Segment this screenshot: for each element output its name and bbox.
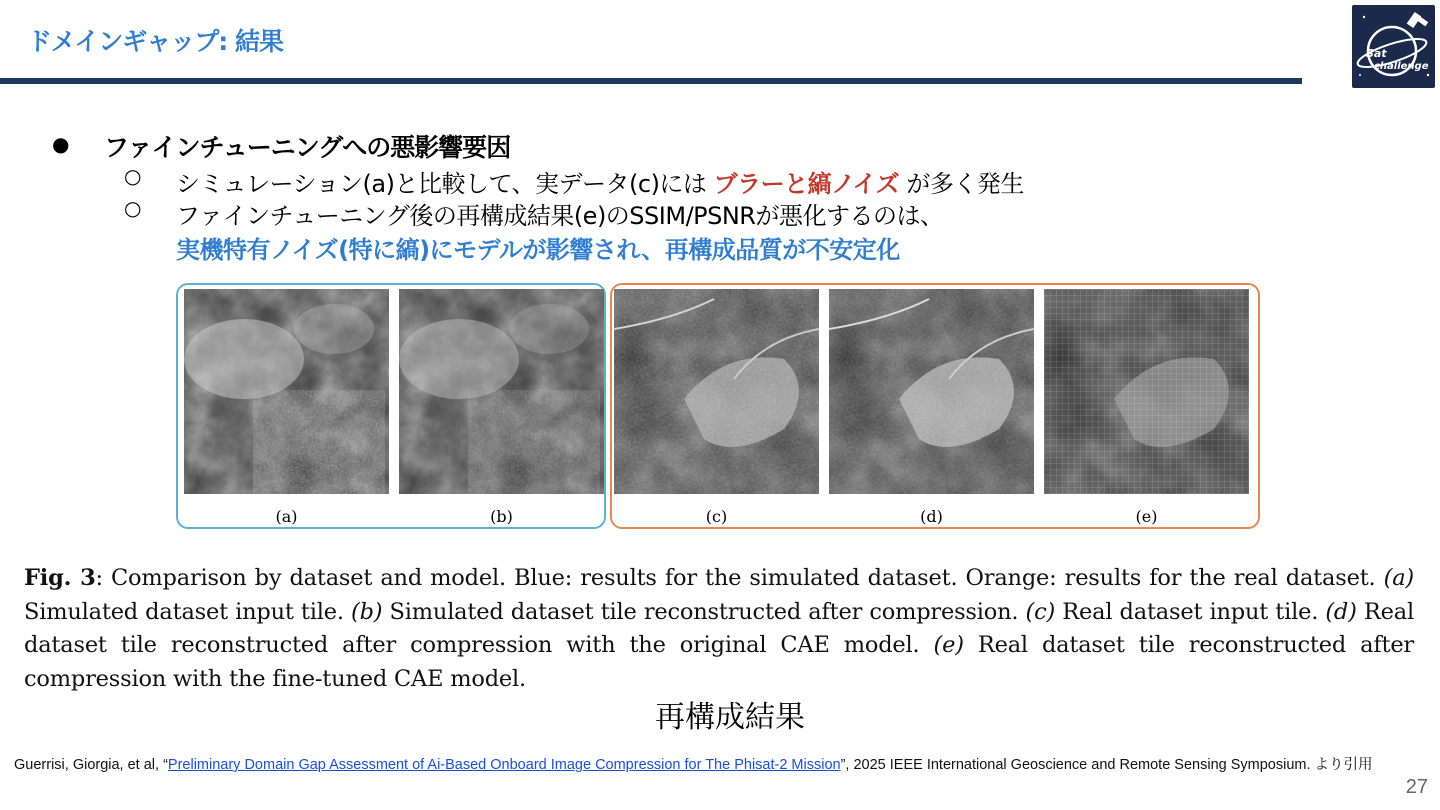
caption-text-b: Simulated dataset tile reconstructed after compression. — [382, 598, 1026, 625]
bullet-dot-icon: ● — [52, 132, 70, 156]
citation-prefix: Guerrisi, Giorgia, et al, “ — [14, 757, 168, 773]
bullet-main-text: ファインチューニングへの悪影響要因 — [104, 133, 511, 162]
tile-c-image — [614, 289, 819, 494]
figure-caption — [24, 562, 1414, 696]
satellite-logo-icon — [1352, 5, 1435, 88]
caption-text-a: Simulated dataset input tile. — [24, 598, 352, 625]
bullet-sub-2 — [124, 196, 1274, 228]
bullet-sub-2-cont — [124, 230, 1274, 262]
tile-a-label: (a) — [275, 507, 298, 526]
bullet-sub-1-text — [176, 164, 1024, 199]
sub1-suffix: が多く発生 — [899, 170, 1024, 198]
svg-text:challenge: challenge — [1374, 61, 1429, 72]
bullet-sub-1 — [124, 164, 1274, 196]
caption-tag-d: (d) — [1325, 598, 1357, 625]
sub1-prefix: シミュレーション(a)と比較して、実データ(c)には — [176, 170, 714, 198]
tile-d-image — [829, 289, 1034, 494]
caption-fig-number: Fig. 3 — [24, 565, 96, 591]
slide-title: ドメインギャップ: 結果 — [27, 27, 283, 56]
sat-challenge-logo — [1352, 5, 1435, 88]
bullet-circle-icon: ○ — [124, 196, 142, 220]
caption-text-e: Real dataset tile reconstructed after compression with the fine-tuned CAE model. — [24, 632, 1414, 692]
tile-c-label: (c) — [705, 507, 728, 526]
tile-e-image — [1044, 289, 1249, 494]
caption-tag-a: (a) — [1383, 565, 1414, 591]
tile-b-label: (b) — [490, 507, 513, 526]
bullet-main — [52, 128, 1252, 164]
bullet-circle-icon: ○ — [124, 164, 142, 188]
comparison-figure — [176, 283, 1262, 535]
title-divider — [0, 78, 1302, 84]
caption-text-d: Real dataset tile reconstructed after compression with the original CAE model. — [24, 598, 1414, 658]
caption-text-c: Real dataset input tile. — [1055, 598, 1326, 625]
caption-intro: : Comparison by dataset and model. Blue: results for the simulated dataset. Orange: results for the real dataset. — [95, 565, 1384, 591]
figure-label: 再構成結果 — [655, 700, 805, 735]
citation-link[interactable]: Preliminary Domain Gap Assessment of Ai-Based Onboard Image Compression for The Phisat-2 Mission — [167, 757, 841, 773]
tile-b-image — [399, 289, 604, 494]
caption-tag-c: (c) — [1025, 598, 1056, 625]
citation — [14, 756, 1384, 775]
tile-e-label: (e) — [1135, 507, 1158, 526]
page-number: 27 — [1405, 776, 1428, 798]
tile-d-label: (d) — [920, 507, 943, 526]
bullet-sub-2-line2: 実機特有ノイズ(特に縞)にモデルが影響され、再構成品質が不安定化 — [176, 236, 900, 264]
citation-suffix: ”, 2025 IEEE International Geoscience and Remote Sensing Symposium. より引用 — [840, 757, 1373, 773]
svg-text:Sat: Sat — [1366, 47, 1387, 60]
caption-tag-e: (e) — [933, 632, 964, 658]
tile-a-image — [184, 289, 389, 494]
sub1-highlight: ブラーと縞ノイズ — [713, 170, 900, 198]
bullet-sub-2-line1: ファインチューニング後の再構成結果(e)のSSIM/PSNRが悪化するのは、 — [176, 202, 944, 230]
caption-tag-b: (b) — [351, 598, 383, 625]
